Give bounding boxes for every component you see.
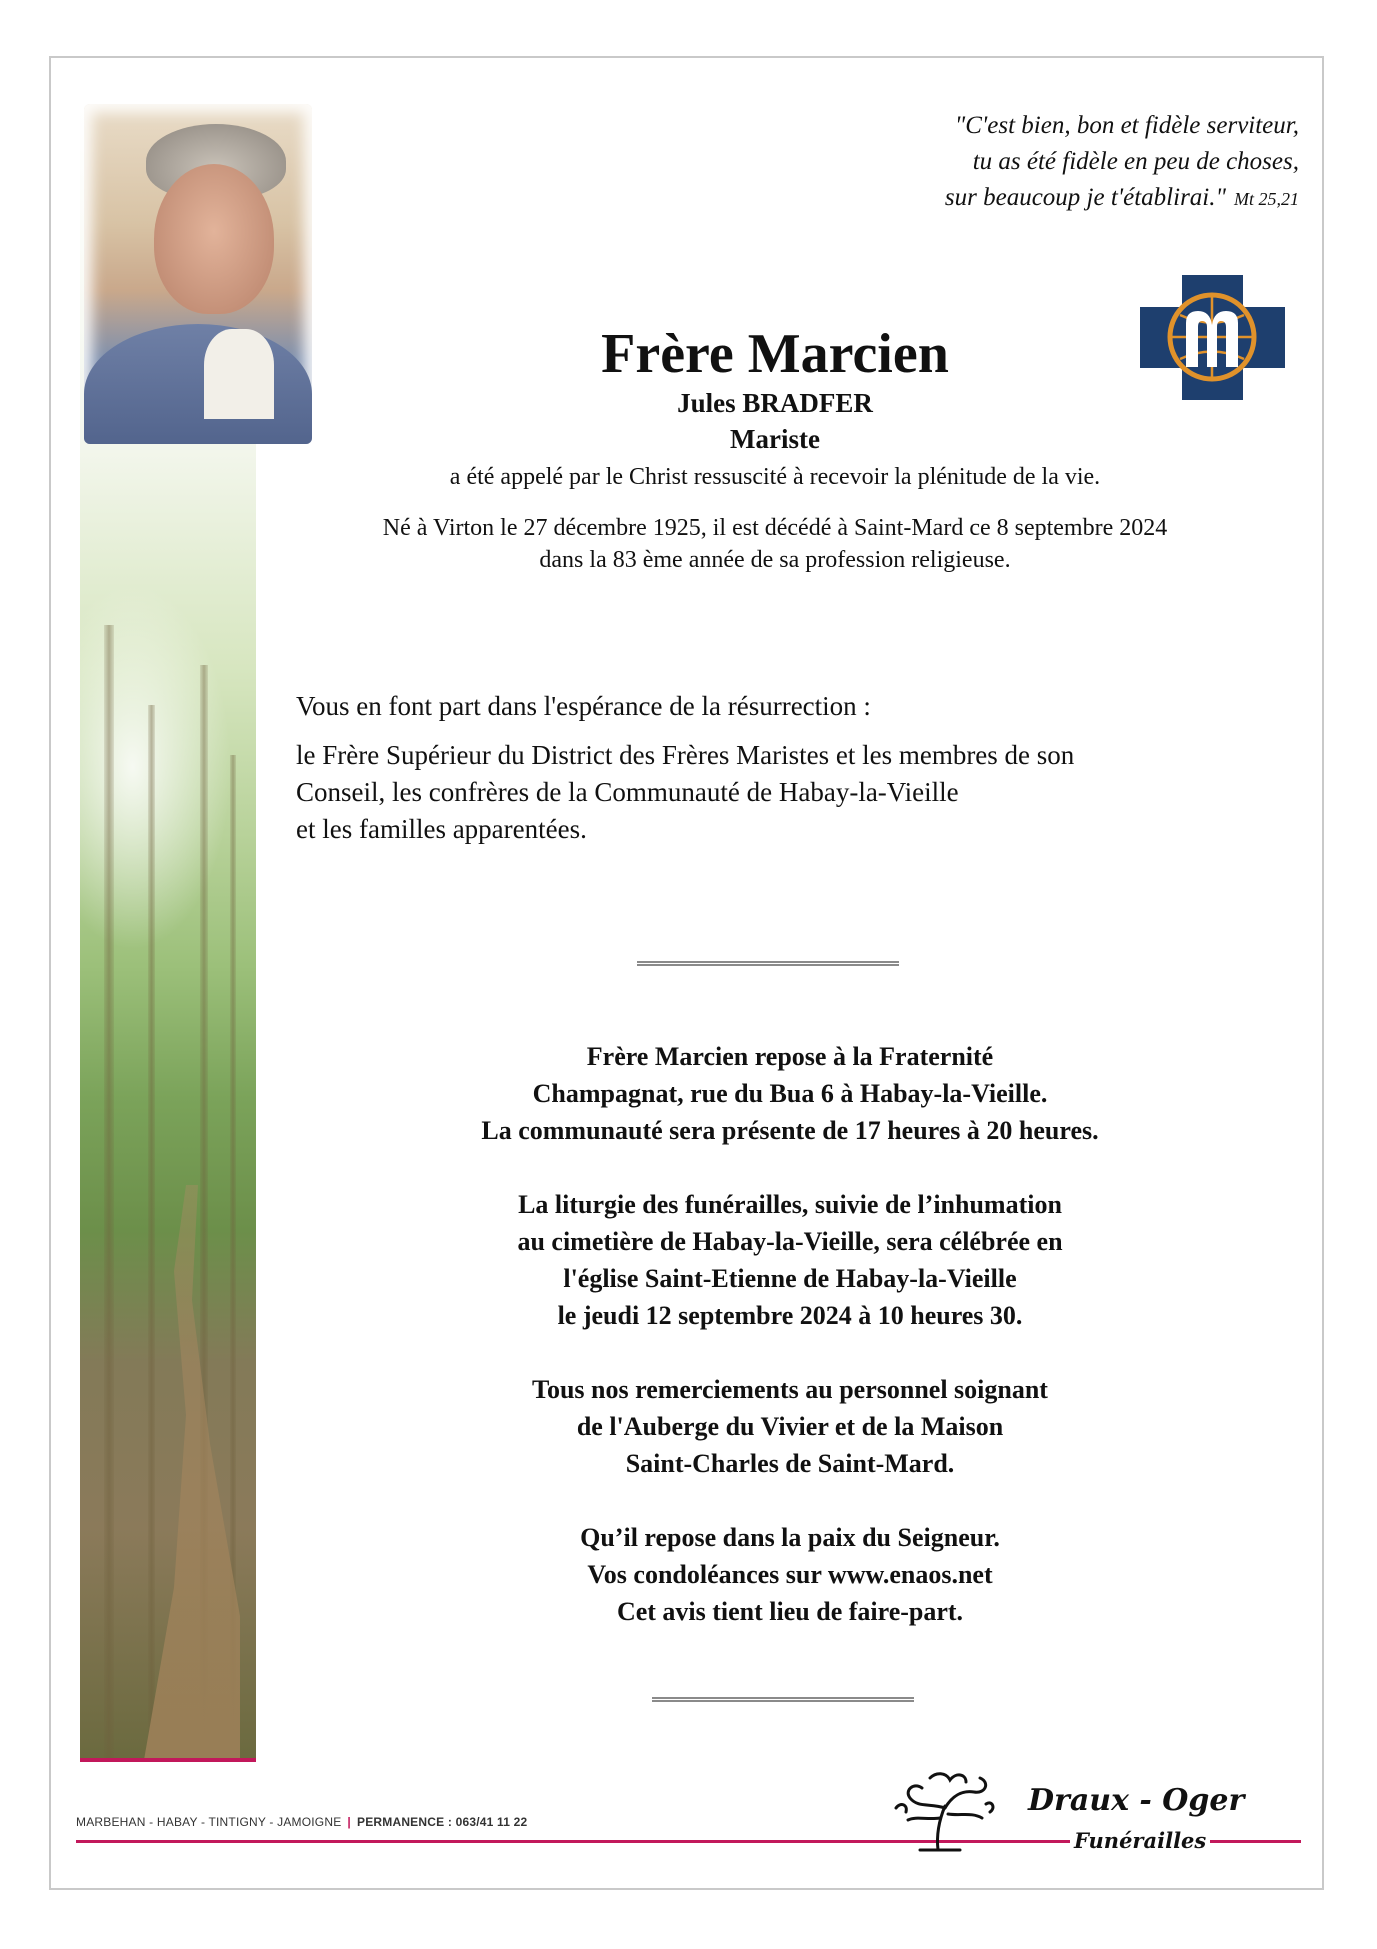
closing-paragraph: Qu’il repose dans la paix du Seigneur. Vos condoléances sur www.enaos.net Cet avis tient lieu de faire-part. — [580, 1523, 1000, 1626]
footer-info — [76, 1815, 527, 1829]
portrait-photo — [84, 104, 312, 444]
birth-death-line: Né à Virton le 27 décembre 1925, il est décédé à Saint-Mard ce 8 septembre 2024 — [382, 515, 1168, 541]
image-accent-line — [80, 1758, 256, 1762]
quote-line: tu as été fidèle en peu de choses, — [972, 148, 1299, 175]
footer-separator: | — [347, 1815, 351, 1829]
tree-icon — [890, 1768, 1000, 1853]
announcement-line: et les familles apparentées. — [296, 814, 587, 844]
footer-locations: MARBEHAN - HABAY - TINTIGNY - JAMOIGNE — [76, 1815, 342, 1829]
quote-line: "C'est bien, bon et fidèle serviteur, — [954, 112, 1299, 139]
liturgy-paragraph: La liturgie des funérailles, suivie de l’inhumation au cimetière de Habay-la-Vieille, sera célébrée en l'église Saint-Etienne de Habay-la-Vieille le jeudi 12 septembre 2024 à 10 heures 30. — [517, 1190, 1063, 1330]
announcement-line: le Frère Supérieur du District des Frères Maristes et les membres de son — [296, 740, 1075, 770]
birth-death-info — [270, 512, 1280, 576]
quote-reference: Mt 25,21 — [1234, 189, 1299, 209]
bible-quote — [779, 108, 1299, 217]
separator-top — [637, 961, 899, 966]
separator-bottom — [652, 1697, 914, 1702]
brand-name: Draux - Oger — [1028, 1783, 1245, 1818]
deceased-title: Frère Marcien — [601, 323, 949, 385]
announcement-intro: Vous en font part dans l'espérance de la résurrection : — [296, 691, 871, 721]
religious-order: Mariste — [730, 424, 820, 454]
profession-line: dans la 83 ème année de sa profession religieuse. — [539, 547, 1011, 573]
footer-permanence: PERMANENCE : 063/41 11 22 — [356, 1815, 528, 1829]
quote-line: sur beaucoup je t'établirai." Mt 25,21 — [944, 184, 1299, 211]
called-statement: a été appelé par le Christ ressuscité à recevoir la plénitude de la vie. — [449, 464, 1101, 490]
funeral-details — [300, 1038, 1280, 1667]
civil-name: Jules BRADFER — [677, 388, 873, 418]
announcement — [296, 688, 1276, 848]
thanks-paragraph: Tous nos remerciements au personnel soignant de l'Auberge du Vivier et de la Maison Saint-Charles de Saint-Mard. — [532, 1375, 1048, 1478]
brand-subtitle: Funérailles — [1070, 1828, 1210, 1853]
announcement-line: Conseil, les confrères de la Communauté de Habay-la-Vieille — [296, 777, 959, 807]
rest-paragraph: Frère Marcien repose à la Fraternité Champagnat, rue du Bua 6 à Habay-la-Vieille. La communauté sera présente de 17 heures à 20 heures. — [481, 1042, 1099, 1145]
